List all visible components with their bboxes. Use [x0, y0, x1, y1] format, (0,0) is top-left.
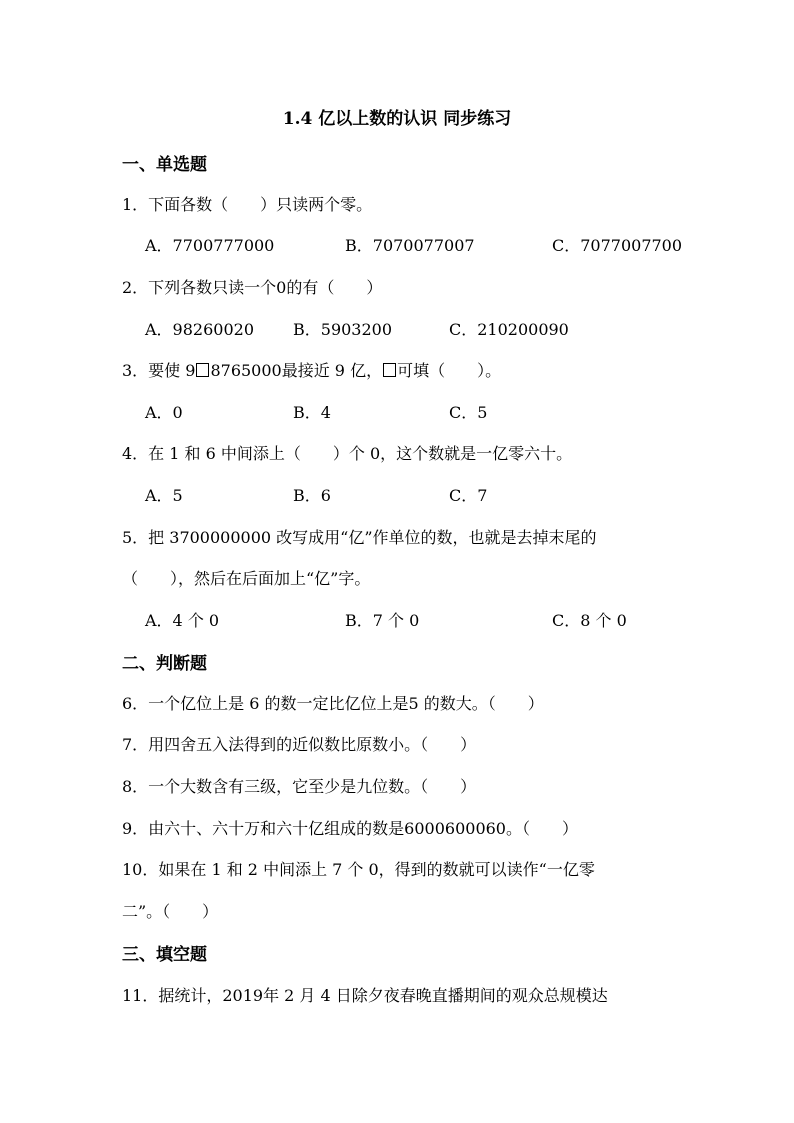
question-5-option-c: C．8 个 0	[552, 611, 627, 630]
question-2: 2．下列各数只读一个0的有（ ）	[122, 278, 383, 297]
question-3-option-b: B．4	[293, 403, 331, 422]
question-4: 4．在 1 和 6 中间添上（ ）个 0，这个数就是一亿零六十。	[122, 444, 573, 463]
question-4-option-b: B．6	[293, 486, 331, 505]
section-heading-single-choice: 一、单选题	[122, 155, 207, 175]
question-10-line-1: 10．如果在 1 和 2 中间添上 7 个 0，得到的数就可以读作“一亿零	[122, 860, 595, 879]
question-5-option-a: A．4 个 0	[145, 611, 220, 630]
question-3-text-middle: 8765000最接近 9 亿，	[210, 361, 383, 380]
section-heading-true-false: 二、判断题	[122, 654, 207, 674]
question-1: 1．下面各数（ ）只读两个零。	[122, 195, 373, 214]
page-title: 1.4 亿以上数的认识 同步练习	[282, 109, 512, 129]
question-1-option-b: B．7070077007	[345, 236, 475, 255]
question-7: 7．用四舍五入法得到的近似数比原数小。（ ）	[122, 735, 477, 754]
question-11: 11．据统计，2019年 2 月 4 日除夕夜春晚直播期间的观众总规模达	[122, 986, 608, 1005]
question-1-option-c: C．7077007700	[552, 236, 683, 255]
question-4-option-a: A．5	[145, 486, 183, 505]
section-heading-fill-blank: 三、填空题	[122, 945, 207, 965]
blank-box-icon	[383, 363, 396, 377]
question-1-option-a: A．7700777000	[145, 236, 275, 255]
question-10-line-2: 二”。（ ）	[122, 902, 219, 921]
question-6: 6．一个亿位上是 6 的数一定比亿位上是5 的数大。（ ）	[122, 694, 544, 713]
question-3-option-c: C．5	[449, 403, 488, 422]
question-3-text-start: 3．要使 9	[122, 361, 196, 380]
question-5-line-2: （ ），然后在后面加上“亿”字。	[122, 569, 371, 588]
question-2-option-b: B．5903200	[293, 320, 393, 339]
question-3	[122, 358, 501, 381]
question-5-option-b: B．7 个 0	[345, 611, 420, 630]
question-3-text-end: 可填（ ）。	[397, 361, 502, 380]
question-9: 9．由六十、六十万和六十亿组成的数是6000600060。（ ）	[122, 819, 578, 838]
question-3-option-a: A．0	[145, 403, 183, 422]
question-5-line-1: 5．把 3700000000 改写成用“亿”作单位的数，也就是去掉末尾的	[122, 528, 597, 547]
question-8: 8．一个大数含有三级，它至少是九位数。（ ）	[122, 777, 477, 796]
blank-box-icon	[196, 363, 209, 377]
question-2-option-a: A．98260020	[145, 320, 254, 339]
question-4-option-c: C．7	[449, 486, 488, 505]
question-2-option-c: C．210200090	[449, 320, 569, 339]
